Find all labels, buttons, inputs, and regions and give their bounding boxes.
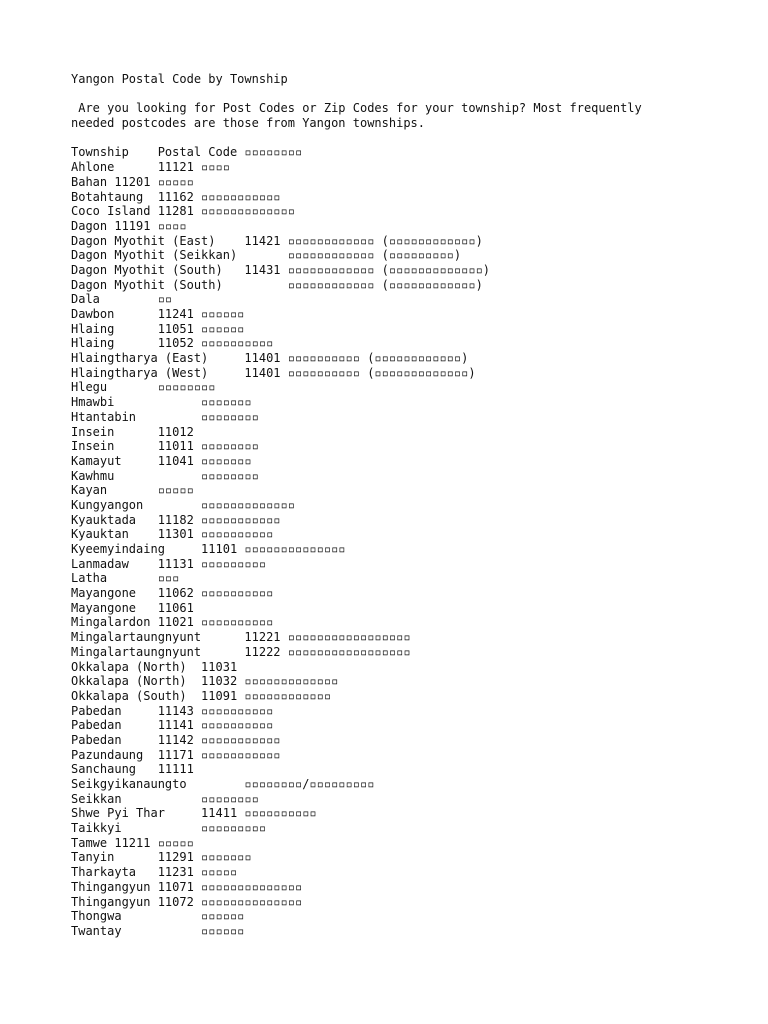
township-row: Hlaingtharya (West) 11401 ▫▫▫▫▫▫▫▫▫▫ (▫▫▫▫▫▫▫▫▫▫▫▫▫) (71, 365, 476, 380)
township-row: Thongwa ▫▫▫▫▫▫ (71, 909, 245, 924)
township-row: Insein 11011 ▫▫▫▫▫▫▫▫ (71, 439, 259, 454)
township-row: Kawhmu ▫▫▫▫▫▫▫▫ (71, 468, 259, 483)
township-row: Ahlone 11121 ▫▫▫▫ (71, 160, 230, 175)
township-row: Okkalapa (North) 11031 (71, 659, 238, 674)
township-row: Kyauktada 11182 ▫▫▫▫▫▫▫▫▫▫▫ (71, 512, 281, 527)
township-row: Mingalardon 11021 ▫▫▫▫▫▫▫▫▫▫ (71, 615, 274, 630)
township-row: Seikkan ▫▫▫▫▫▫▫▫ (71, 791, 259, 806)
township-row: Insein 11012 (71, 424, 194, 439)
township-row: Dagon Myothit (South) 11431 ▫▫▫▫▫▫▫▫▫▫▫▫ (▫▫▫▫▫▫▫▫▫▫▫▫▫) (71, 262, 491, 277)
township-row: Pazundaung 11171 ▫▫▫▫▫▫▫▫▫▫▫ (71, 747, 281, 762)
township-row: Dala ▫▫ (71, 292, 173, 307)
township-row: Hlaingtharya (East) 11401 ▫▫▫▫▫▫▫▫▫▫ (▫▫▫▫▫▫▫▫▫▫▫▫) (71, 351, 469, 366)
township-row: Dagon 11191 ▫▫▫▫ (71, 218, 187, 233)
township-row: Kyauktan 11301 ▫▫▫▫▫▫▫▫▫▫ (71, 527, 274, 542)
township-row: Kyeemyindaing 11101 ▫▫▫▫▫▫▫▫▫▫▫▫▫▫ (71, 542, 346, 556)
township-row: Tamwe 11211 ▫▫▫▫▫ (71, 835, 194, 850)
township-row: Pabedan 11142 ▫▫▫▫▫▫▫▫▫▫▫ (71, 732, 281, 747)
township-row: Hlaing 11052 ▫▫▫▫▫▫▫▫▫▫ (71, 336, 274, 351)
township-row: Latha ▫▫▫ (71, 571, 180, 586)
township-row: Hlegu ▫▫▫▫▫▫▫▫ (71, 380, 216, 395)
township-row: Dagon Myothit (South) ▫▫▫▫▫▫▫▫▫▫▫▫ (▫▫▫▫▫▫▫▫▫▫▫▫) (71, 277, 483, 292)
township-row: Bahan 11201 ▫▫▫▫▫ (71, 174, 194, 189)
township-row: Sanchaung 11111 (71, 762, 194, 777)
township-row: Seikgyikanaungto ▫▫▫▫▫▫▫▫/▫▫▫▫▫▫▫▫▫ (71, 777, 375, 791)
township-list (71, 160, 642, 938)
township-row: Coco Island 11281 ▫▫▫▫▫▫▫▫▫▫▫▫▫ (71, 204, 295, 219)
township-row: Lanmadaw 11131 ▫▫▫▫▫▫▫▫▫ (71, 556, 267, 571)
township-row: Kayan ▫▫▫▫▫ (71, 483, 194, 498)
township-row: Kungyangon ▫▫▫▫▫▫▫▫▫▫▫▫▫ (71, 497, 295, 512)
document-title: Yangon Postal Code by Township (71, 72, 288, 86)
intro-paragraph (71, 101, 642, 130)
township-row: Mingalartaungnyunt 11222 ▫▫▫▫▫▫▫▫▫▫▫▫▫▫▫▫▫ (71, 644, 411, 659)
township-row: Kamayut 11041 ▫▫▫▫▫▫▫ (71, 453, 252, 468)
township-row: Taikkyi ▫▫▫▫▫▫▫▫▫ (71, 821, 267, 836)
township-row: Hlaing 11051 ▫▫▫▫▫▫ (71, 321, 245, 336)
township-row: Okkalapa (South) 11091 ▫▫▫▫▫▫▫▫▫▫▫▫ (71, 688, 332, 703)
township-row: Tanyin 11291 ▫▫▫▫▫▫▫ (71, 850, 252, 865)
intro-line-1: Are you looking for Post Codes or Zip Codes for your township? Most frequently (71, 101, 642, 116)
spacer (71, 87, 642, 102)
intro-line-2: needed postcodes are those from Yangon townships. (71, 116, 426, 131)
township-row: Twantay ▫▫▫▫▫▫ (71, 923, 245, 938)
township-row: Pabedan 11143 ▫▫▫▫▫▫▫▫▫▫ (71, 703, 274, 718)
spacer (71, 131, 642, 146)
township-row: Dagon Myothit (East) 11421 ▫▫▫▫▫▫▫▫▫▫▫▫ (▫▫▫▫▫▫▫▫▫▫▫▫) (71, 233, 483, 248)
township-row: Hmawbi ▫▫▫▫▫▫▫ (71, 395, 252, 410)
township-row: Okkalapa (North) 11032 ▫▫▫▫▫▫▫▫▫▫▫▫▫ (71, 674, 339, 689)
township-row: Shwe Pyi Thar 11411 ▫▫▫▫▫▫▫▫▫▫ (71, 806, 317, 821)
township-row: Mingalartaungnyunt 11221 ▫▫▫▫▫▫▫▫▫▫▫▫▫▫▫▫▫ (71, 630, 411, 645)
township-row: Thingangyun 11071 ▫▫▫▫▫▫▫▫▫▫▫▫▫▫ (71, 879, 303, 894)
township-row: Botahtaung 11162 ▫▫▫▫▫▫▫▫▫▫▫ (71, 189, 281, 204)
township-row: Dagon Myothit (Seikkan) ▫▫▫▫▫▫▫▫▫▫▫▫ (▫▫▫▫▫▫▫▫▫) (71, 248, 462, 263)
township-row: Mayangone 11061 (71, 600, 194, 615)
table-header: Township Postal Code ▫▫▫▫▫▫▫▫ (71, 145, 303, 160)
township-row: Thingangyun 11072 ▫▫▫▫▫▫▫▫▫▫▫▫▫▫ (71, 894, 303, 909)
township-row: Htantabin ▫▫▫▫▫▫▫▫ (71, 409, 259, 424)
township-row: Pabedan 11141 ▫▫▫▫▫▫▫▫▫▫ (71, 718, 274, 733)
township-row: Dawbon 11241 ▫▫▫▫▫▫ (71, 307, 245, 321)
township-row: Tharkayta 11231 ▫▫▫▫▫ (71, 865, 238, 880)
township-row: Mayangone 11062 ▫▫▫▫▫▫▫▫▫▫ (71, 586, 274, 601)
document-body (71, 72, 642, 939)
